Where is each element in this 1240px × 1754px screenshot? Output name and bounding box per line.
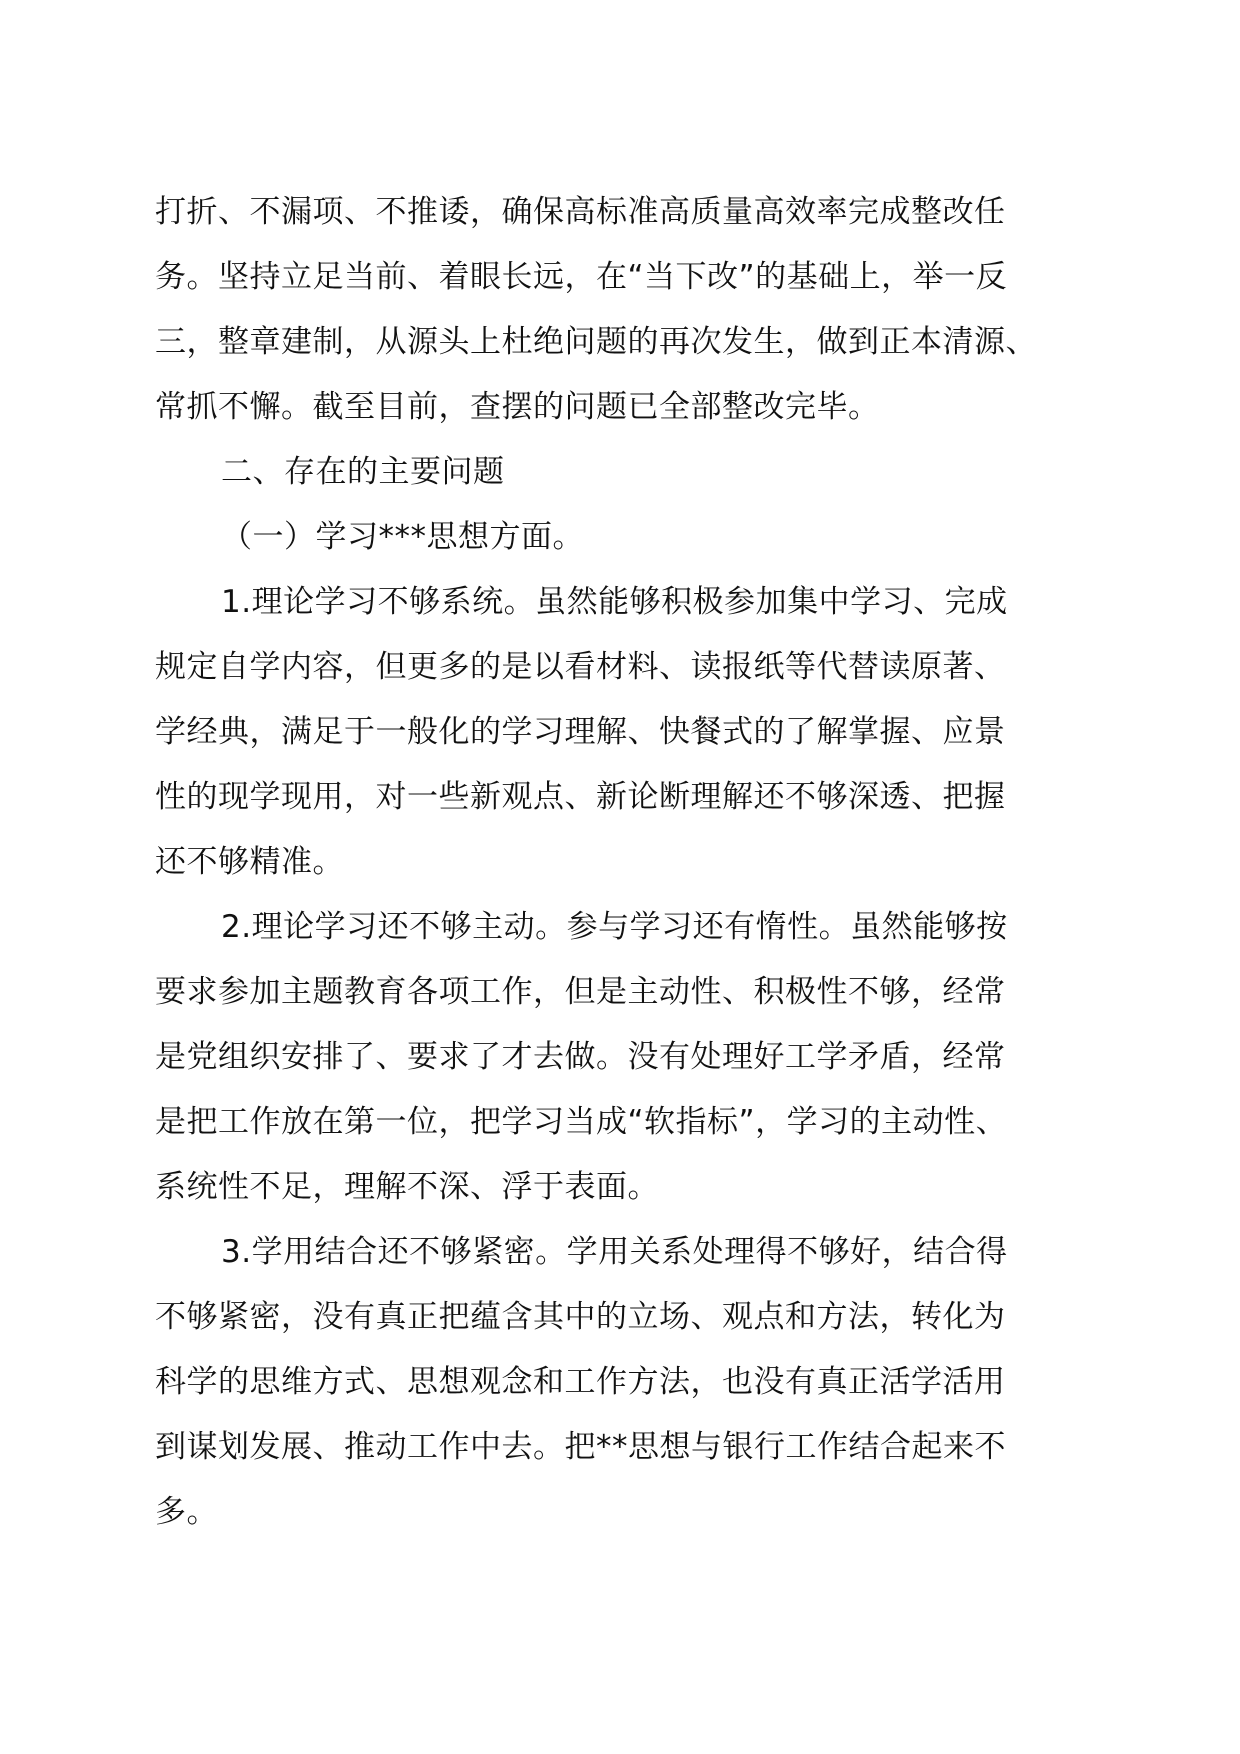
paragraph-line: 打折、不漏项、不推诿，确保高标准高质量高效率完成整改任 (155, 194, 1006, 230)
paragraph-line: 是把工作放在第一位，把学习当成“软指标”，学习的主动性、 (155, 1104, 1008, 1140)
paragraph-line: 三，整章建制，从源头上杜绝问题的再次发生，做到正本清源、 (155, 324, 1037, 360)
document-body (155, 180, 1110, 1545)
paragraph-line: 要求参加主题教育各项工作，但是主动性、积极性不够，经常 (155, 974, 1006, 1010)
paragraph-line: 是党组织安排了、要求了才去做。没有处理好工学矛盾，经常 (155, 1039, 1006, 1075)
paragraph-line: 不够紧密，没有真正把蕴含其中的立场、观点和方法，转化为 (155, 1299, 1006, 1335)
paragraph-line: 2.理论学习还不够主动。参与学习还有惰性。虽然能够按 (221, 909, 1008, 945)
paragraph-line: 1.理论学习不够系统。虽然能够积极参加集中学习、完成 (221, 584, 1008, 620)
paragraph-line: 科学的思维方式、思想观念和工作方法，也没有真正活学活用 (155, 1364, 1006, 1400)
section-heading: 二、存在的主要问题 (221, 454, 505, 490)
paragraph-line: 到谋划发展、推动工作中去。把**思想与银行工作结合起来不 (155, 1429, 1006, 1465)
paragraph-line: 还不够精准。 (155, 844, 344, 880)
paragraph-line: 性的现学现用，对一些新观点、新论断理解还不够深透、把握 (155, 779, 1006, 815)
paragraph-line: 务。坚持立足当前、着眼长远，在“当下改”的基础上，举一反 (155, 259, 1008, 295)
paragraph-line: 3.学用结合还不够紧密。学用关系处理得不够好，结合得 (221, 1234, 1008, 1270)
paragraph-line: 多。 (155, 1494, 218, 1530)
paragraph-line: 常抓不懈。截至目前，查摆的问题已全部整改完毕。 (155, 389, 880, 425)
paragraph-line: 规定自学内容，但更多的是以看材料、读报纸等代替读原著、 (155, 649, 1006, 685)
paragraph-line: 系统性不足，理解不深、浮于表面。 (155, 1169, 659, 1205)
paragraph-line: 学经典，满足于一般化的学习理解、快餐式的了解掌握、应景 (155, 714, 1006, 750)
subsection-heading: （一）学习***思想方面。 (221, 519, 584, 555)
